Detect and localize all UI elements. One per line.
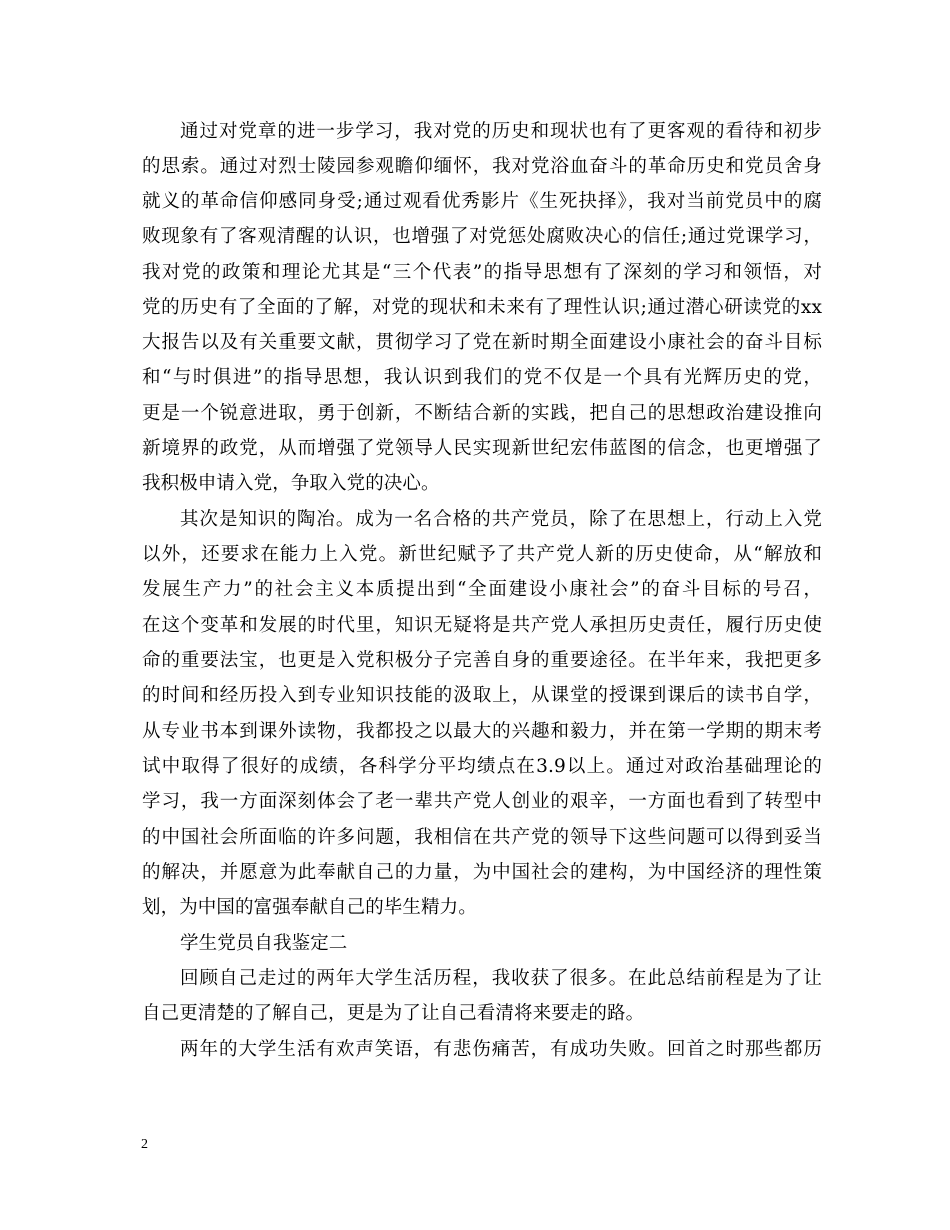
- paragraph-line: 试中取得了很好的成绩，各科学分平均绩点在3.9以上。通过对政治基础理论的: [142, 756, 822, 777]
- page-number: 2: [141, 1137, 148, 1152]
- paragraph-line: 败现象有了客观清醒的认识，也增强了对党惩处腐败决心的信任;通过党课学习，: [142, 226, 822, 247]
- paragraph-line: 自己更清楚的了解自己，更是为了让自己看清将来要走的路。: [142, 1003, 645, 1024]
- paragraph-line: 党的历史有了全面的了解，对党的现状和未来有了理性认识;通过潜心研读党的xx: [142, 297, 822, 318]
- paragraph-line: 的思索。通过对烈士陵园参观瞻仰缅怀，我对党浴血奋斗的革命历史和党员舍身: [142, 156, 822, 177]
- paragraph-line: 学习，我一方面深刻体会了老一辈共产党人创业的艰辛，一方面也看到了转型中: [142, 791, 822, 812]
- paragraph-line: 两年的大学生活有欢声笑语，有悲伤痛苦，有成功失败。回首之时那些都历: [180, 1039, 822, 1060]
- paragraph-line: 发展生产力”的社会主义本质提出到“全面建设小康社会”的奋斗目标的号召，: [142, 579, 822, 600]
- paragraph-line: 以外，还要求在能力上入党。新世纪赋予了共产党人新的历史使命，从“解放和: [142, 544, 822, 565]
- paragraph-line: 更是一个锐意进取，勇于创新，不断结合新的实践，把自己的思想政治建设推向: [142, 403, 822, 424]
- paragraph-line: 从专业书本到课外读物，我都投之以最大的兴趣和毅力，并在第一学期的期末考: [142, 721, 822, 742]
- paragraph-line: 在这个变革和发展的时代里，知识无疑将是共产党人承担历史责任，履行历史使: [142, 615, 822, 636]
- paragraph-line: 就义的革命信仰感同身受;通过观看优秀影片《生死抉择》，我对当前党员中的腐: [142, 191, 822, 212]
- paragraph-line: 我积极申请入党，争取入党的决心。: [142, 473, 440, 494]
- paragraph-line: 大报告以及有关重要文献，贯彻学习了党在新时期全面建设小康社会的奋斗目标: [142, 332, 822, 353]
- paragraph-line: 回顾自己走过的两年大学生活历程，我收获了很多。在此总结前程是为了让: [180, 968, 822, 989]
- paragraph-line: 其次是知识的陶冶。成为一名合格的共产党员，除了在思想上，行动上入党: [180, 509, 822, 530]
- paragraph-line: 通过对党章的进一步学习，我对党的历史和现状也有了更客观的看待和初步: [180, 121, 822, 142]
- paragraph-line: 的中国社会所面临的许多问题，我相信在共产党的领导下这些问题可以得到妥当: [142, 827, 822, 848]
- paragraph-line: 我对党的政策和理论尤其是“三个代表”的指导思想有了深刻的学习和领悟，对: [142, 262, 822, 283]
- paragraph-line: 新境界的政党，从而增强了党领导人民实现新世纪宏伟蓝图的信念，也更增强了: [142, 438, 822, 459]
- paragraph-line: 的解决，并愿意为此奉献自己的力量，为中国社会的建构，为中国经济的理性策: [142, 862, 822, 883]
- paragraph-line: 的时间和经历投入到专业知识技能的汲取上，从课堂的授课到课后的读书自学，: [142, 685, 822, 706]
- paragraph-line: 和“与时俱进”的指导思想，我认识到我们的党不仅是一个具有光辉历史的党，: [142, 367, 822, 388]
- paragraph-line: 命的重要法宝，也更是入党积极分子完善自身的重要途径。在半年来，我把更多: [142, 650, 822, 671]
- section-heading: 学生党员自我鉴定二: [180, 933, 348, 954]
- paragraph-line: 划，为中国的富强奉献自己的毕生精力。: [142, 897, 477, 918]
